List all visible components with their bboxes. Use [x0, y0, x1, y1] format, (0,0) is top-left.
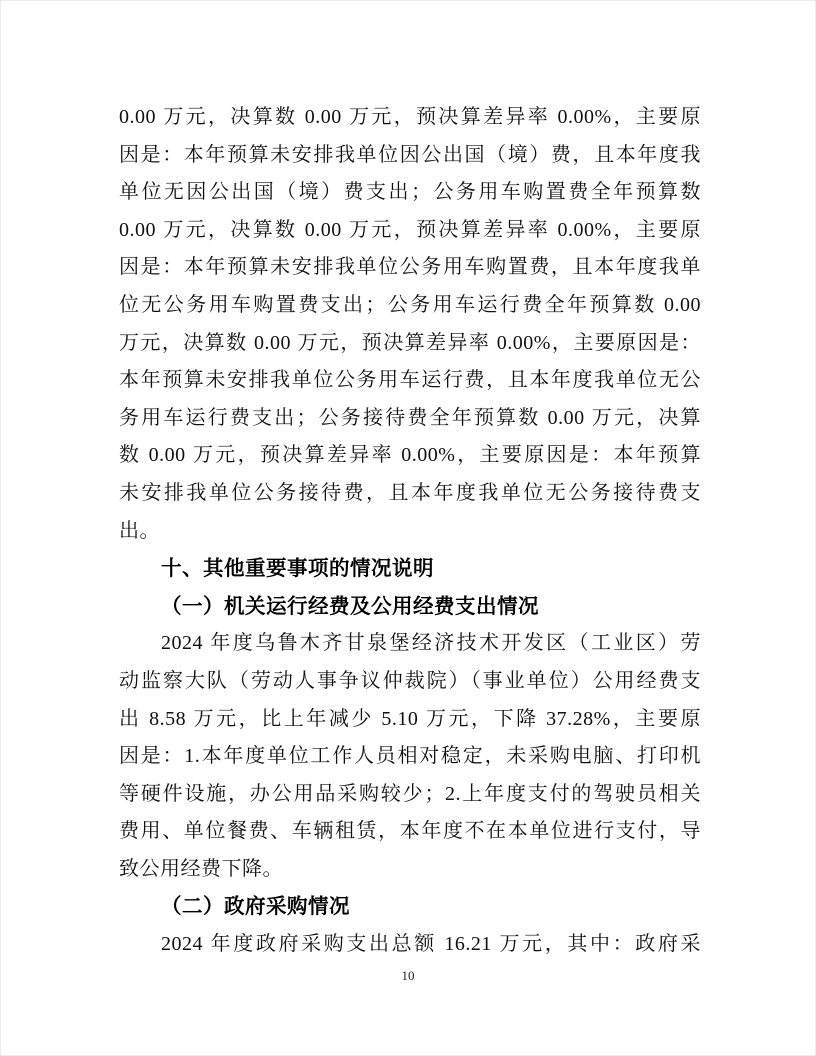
- subsection-heading-two: （二）政府采购情况: [161, 895, 350, 919]
- body-line: 费用、单位餐费、车辆租赁，本年度不在本单位进行支付，导: [119, 820, 701, 843]
- subsection-heading-one: （一）机关运行经费及公用经费支出情况: [161, 594, 539, 618]
- body-line: 位无公务用车购置费支出；公务用车运行费全年预算数 0.00: [119, 293, 701, 316]
- body-line: 等硬件设施，办公用品采购较少；2.上年度支付的驾驶员相关: [119, 782, 701, 805]
- body-line: 未安排我单位公务接待费，且本年度我单位无公务接待费支: [119, 481, 701, 504]
- body-line: 0.00 万元，决算数 0.00 万元，预决算差异率 0.00%，主要原: [119, 218, 701, 241]
- section-heading-ten: 十、其他重要事项的情况说明: [161, 557, 434, 581]
- body-line: 务用车运行费支出；公务接待费全年预算数 0.00 万元，决算: [119, 406, 701, 429]
- body-line: 因是：本年预算未安排我单位公务用车购置费，且本年度我单: [119, 256, 701, 279]
- body-line: 2024 年度政府采购支出总额 16.21 万元，其中：政府采: [161, 933, 701, 956]
- body-line: 因是：本年预算未安排我单位因公出国（境）费，且本年度我: [119, 143, 701, 166]
- body-line: 因是：1.本年度单位工作人员相对稳定，未采购电脑、打印机: [119, 745, 701, 768]
- body-line: 数 0.00 万元，预决算差异率 0.00%，主要原因是：本年预算: [119, 444, 701, 467]
- body-line: 动监察大队（劳动人事争议仲裁院）（事业单位）公用经费支: [119, 669, 701, 692]
- body-line: 致公用经费下降。: [119, 857, 283, 880]
- body-line: 出 8.58 万元，比上年减少 5.10 万元，下降 37.28%，主要原: [119, 707, 701, 730]
- document-body: [119, 99, 701, 964]
- body-line: 万元，决算数 0.00 万元，预决算差异率 0.00%，主要原因是：: [119, 331, 701, 354]
- body-line: 本年预算未安排我单位公务用车运行费，且本年度我单位无公: [119, 369, 701, 392]
- body-line: 2024 年度乌鲁木齐甘泉堡经济技术开发区（工业区）劳: [161, 632, 701, 655]
- body-line: 单位无因公出国（境）费支出；公务用车购置费全年预算数: [119, 181, 701, 204]
- body-line: 0.00 万元，决算数 0.00 万元，预决算差异率 0.00%，主要原: [119, 106, 701, 128]
- page-number: 10: [401, 968, 415, 983]
- body-line: 出。: [119, 519, 160, 542]
